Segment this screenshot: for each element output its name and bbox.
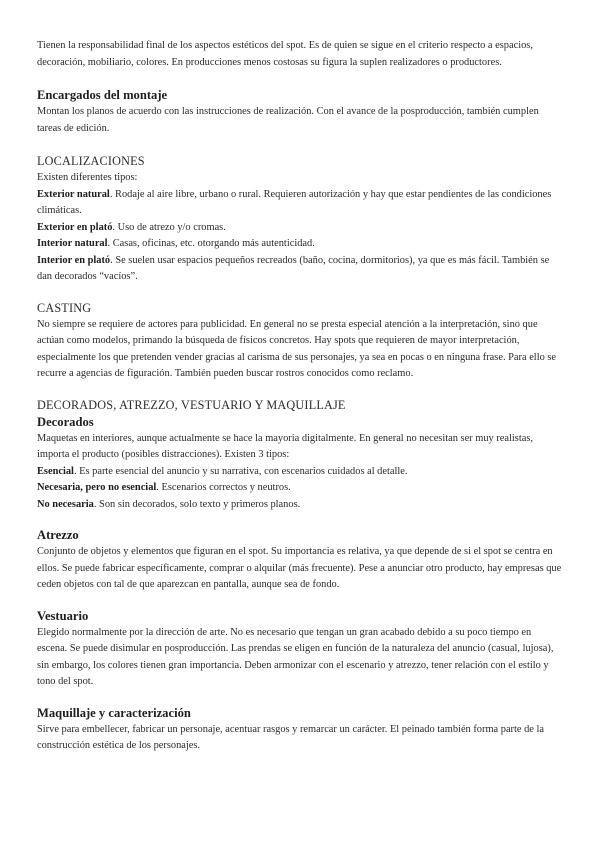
localizacion-text: . Se suelen usar espacios pequeños recreados (baño, cocina, dormitorios), ya que es más fácil. También se dan decorados “vacíos”. bbox=[37, 254, 550, 282]
decorado-item bbox=[37, 480, 564, 497]
localizacion-term: Interior natural bbox=[37, 238, 108, 249]
localizacion-text: . Casas, oficinas, etc. otorgando más autenticidad. bbox=[107, 238, 315, 249]
decorado-term: Necesaria, pero no esencial bbox=[37, 482, 157, 493]
decorados-paragraph: Maquetas en interiores, aunque actualmente se hace la mayoría digitalmente. En general no necesitan ser muy realistas, importa el producto (posibles distracciones). Existen 3 tipos: bbox=[37, 432, 533, 460]
localizacion-text: . Uso de atrezo y/o cromas. bbox=[112, 221, 226, 233]
maquillaje-heading: Maquillaje y caracterización bbox=[37, 705, 191, 720]
casting-heading: CASTING bbox=[37, 300, 92, 315]
decorado-text: . Escenarios correctos y neutros. bbox=[156, 482, 291, 493]
localizacion-term: Exterior en plató bbox=[37, 221, 113, 233]
localizacion-text: . Rodaje al aire libre, urbano o rural. Requieren autorización y hay que estar pendientes de las condiciones climáticas. bbox=[37, 188, 552, 216]
atrezzo-paragraph: Conjunto de objetos y elementos que figuran en el spot. Su importancia es relativa, ya que depende de si el spot se centra en ellos. Se puede fabricar específicamente, comprar o alquilar (más frecuente). Pese a anunciar otro producto, hay empresas que ceden objetos con tal de que aparezcan en pantalla, aunque sea de fondo. bbox=[37, 546, 562, 590]
decorado-item bbox=[37, 464, 564, 481]
localizacion-item bbox=[37, 220, 564, 237]
decorado-item bbox=[37, 497, 564, 514]
decorados-section-heading: DECORADOS, ATREZZO, VESTUARIO Y MAQUILLAJE bbox=[37, 397, 346, 412]
montaje-paragraph: Montan los planos de acuerdo con las instrucciones de realización. Con el avance de la posproducción, también cumplen tareas de edición. bbox=[37, 106, 539, 134]
casting-paragraph: No siempre se requiere de actores para publicidad. En general no se presta especial atención a la interpretación, sino que actúan como modelos, primando la búsqueda de físicos concretos. Hay spots que requieren de mayor interpretación, especialmente los que pretenden vender gracias al carisma de sus personajes, ya sea en pocas o en ninguna frase. Para ello se recurre a agencias de figuración. También pueden buscar rostros conocidos como reclamo. bbox=[37, 318, 557, 379]
decorados-heading: Decorados bbox=[37, 414, 94, 429]
intro-paragraph: Tienen la responsabilidad final de los aspectos estéticos del spot. Es de quien se sigue en el criterio respecto a espacios, decoración, mobiliario, colores. En producciones menos costosas su figura la suplen realizadores o productores. bbox=[37, 40, 533, 68]
localizaciones-heading: LOCALIZACIONES bbox=[37, 154, 145, 168]
vestuario-paragraph: Elegido normalmente por la dirección de arte. No es necesario que tengan un gran acabado debido a su poco tiempo en escena. Se puede disimular en posproducción. Las prendas se eligen en función de la naturaleza del anuncio (casual, lujosa), sin embargo, los colores tienen gran importancia. Deben armonizar con el escenario y atrezzo, tener relación con el estilo y tono del spot. bbox=[37, 626, 554, 687]
localizacion-item bbox=[37, 236, 564, 253]
atrezzo-heading: Atrezzo bbox=[37, 528, 79, 542]
vestuario-heading: Vestuario bbox=[37, 608, 89, 623]
decorado-term: No necesaria bbox=[37, 498, 94, 510]
decorado-term: Esencial bbox=[37, 465, 74, 477]
localizaciones-intro: Existen diferentes tipos: bbox=[37, 172, 138, 183]
montaje-heading: Encargados del montaje bbox=[37, 88, 168, 102]
localizacion-term: Interior en plató bbox=[37, 254, 111, 266]
maquillaje-paragraph: Sirve para embellecer, fabricar un personaje, acentuar rasgos y remarcar un carácter. El peinado también forma parte de la construcción estética de los personajes. bbox=[37, 723, 545, 751]
decorado-text: . Es parte esencial del anuncio y su narrativa, con escenarios cuidados al detalle. bbox=[73, 465, 408, 477]
localizacion-item bbox=[37, 187, 564, 220]
localizacion-term: Exterior natural bbox=[37, 188, 110, 200]
decorado-text: . Son sin decorados, solo texto y primeros planos. bbox=[93, 498, 301, 510]
localizacion-item bbox=[37, 253, 564, 286]
